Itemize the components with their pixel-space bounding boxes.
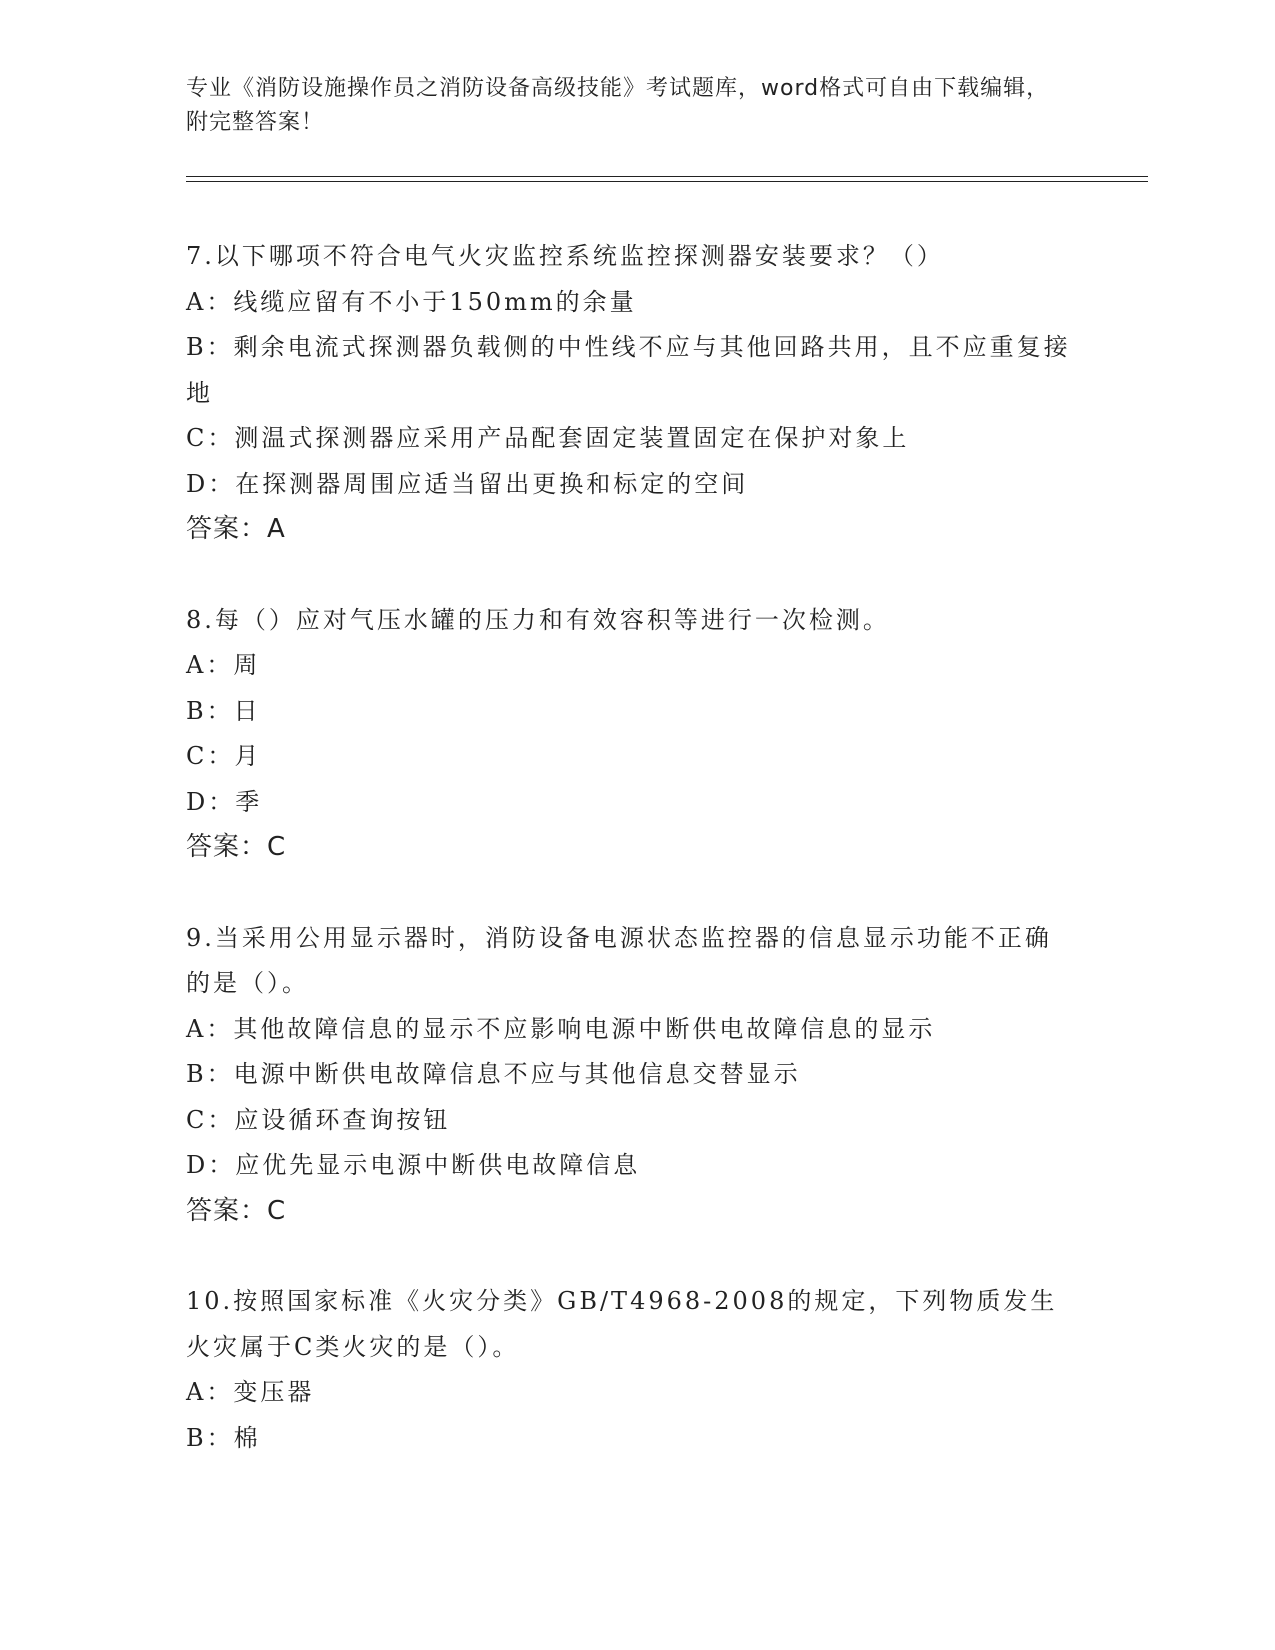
question-9 (186, 916, 1076, 1235)
option-a: A：线缆应留有不小于150mm的余量 (186, 287, 637, 316)
option-d: D：应优先显示电源中断供电故障信息 (186, 1151, 641, 1179)
question-8 (186, 598, 1076, 871)
option-a: A：其他故障信息的显示不应影响电源中断供电故障信息的显示 (186, 1014, 936, 1043)
document-header: 专业《消防设施操作员之消防设备高级技能》考试题库，word格式可自由下载编辑，附完整答案！ (186, 76, 1050, 135)
question-stem: 8.每（）应对气压水罐的压力和有效容积等进行一次检测。 (186, 605, 890, 634)
option-d: D：在探测器周围应适当留出更换和标定的空间 (186, 469, 749, 498)
answer: 答案：C (186, 832, 287, 862)
question-stem: 10.按照国家标准《火灾分类》GB/T4968-2008的规定，下列物质发生火灾属于C类火灾的是（）。 (186, 1287, 1058, 1361)
answer: 答案：C (186, 1195, 287, 1226)
question-list (186, 234, 1076, 1506)
question-stem: 7.以下哪项不符合电气火灾监控系统监控探测器安装要求？（） (186, 242, 944, 270)
option-b: B：棉 (186, 1423, 261, 1452)
answer: 答案：A (186, 514, 286, 544)
option-a: A：周 (186, 651, 261, 679)
option-b: B：剩余电流式探测器负载侧的中性线不应与其他回路共用，且不应重复接地 (186, 333, 1071, 407)
option-d: D：季 (186, 787, 263, 816)
option-a: A：变压器 (186, 1378, 315, 1406)
question-10 (186, 1279, 1076, 1461)
option-c: C：测温式探测器应采用产品配套固定装置固定在保护对象上 (186, 424, 910, 452)
header-divider-top (186, 176, 1148, 177)
question-stem: 9.当采用公用显示器时，消防设备电源状态监控器的信息显示功能不正确的是（）。 (186, 923, 1052, 997)
option-b: B：电源中断供电故障信息不应与其他信息交替显示 (186, 1060, 801, 1088)
option-c: C：月 (186, 742, 262, 770)
option-b: B：日 (186, 696, 261, 725)
option-c: C：应设循环查询按钮 (186, 1105, 451, 1134)
header-divider-bottom (186, 181, 1148, 182)
question-7 (186, 234, 1076, 553)
